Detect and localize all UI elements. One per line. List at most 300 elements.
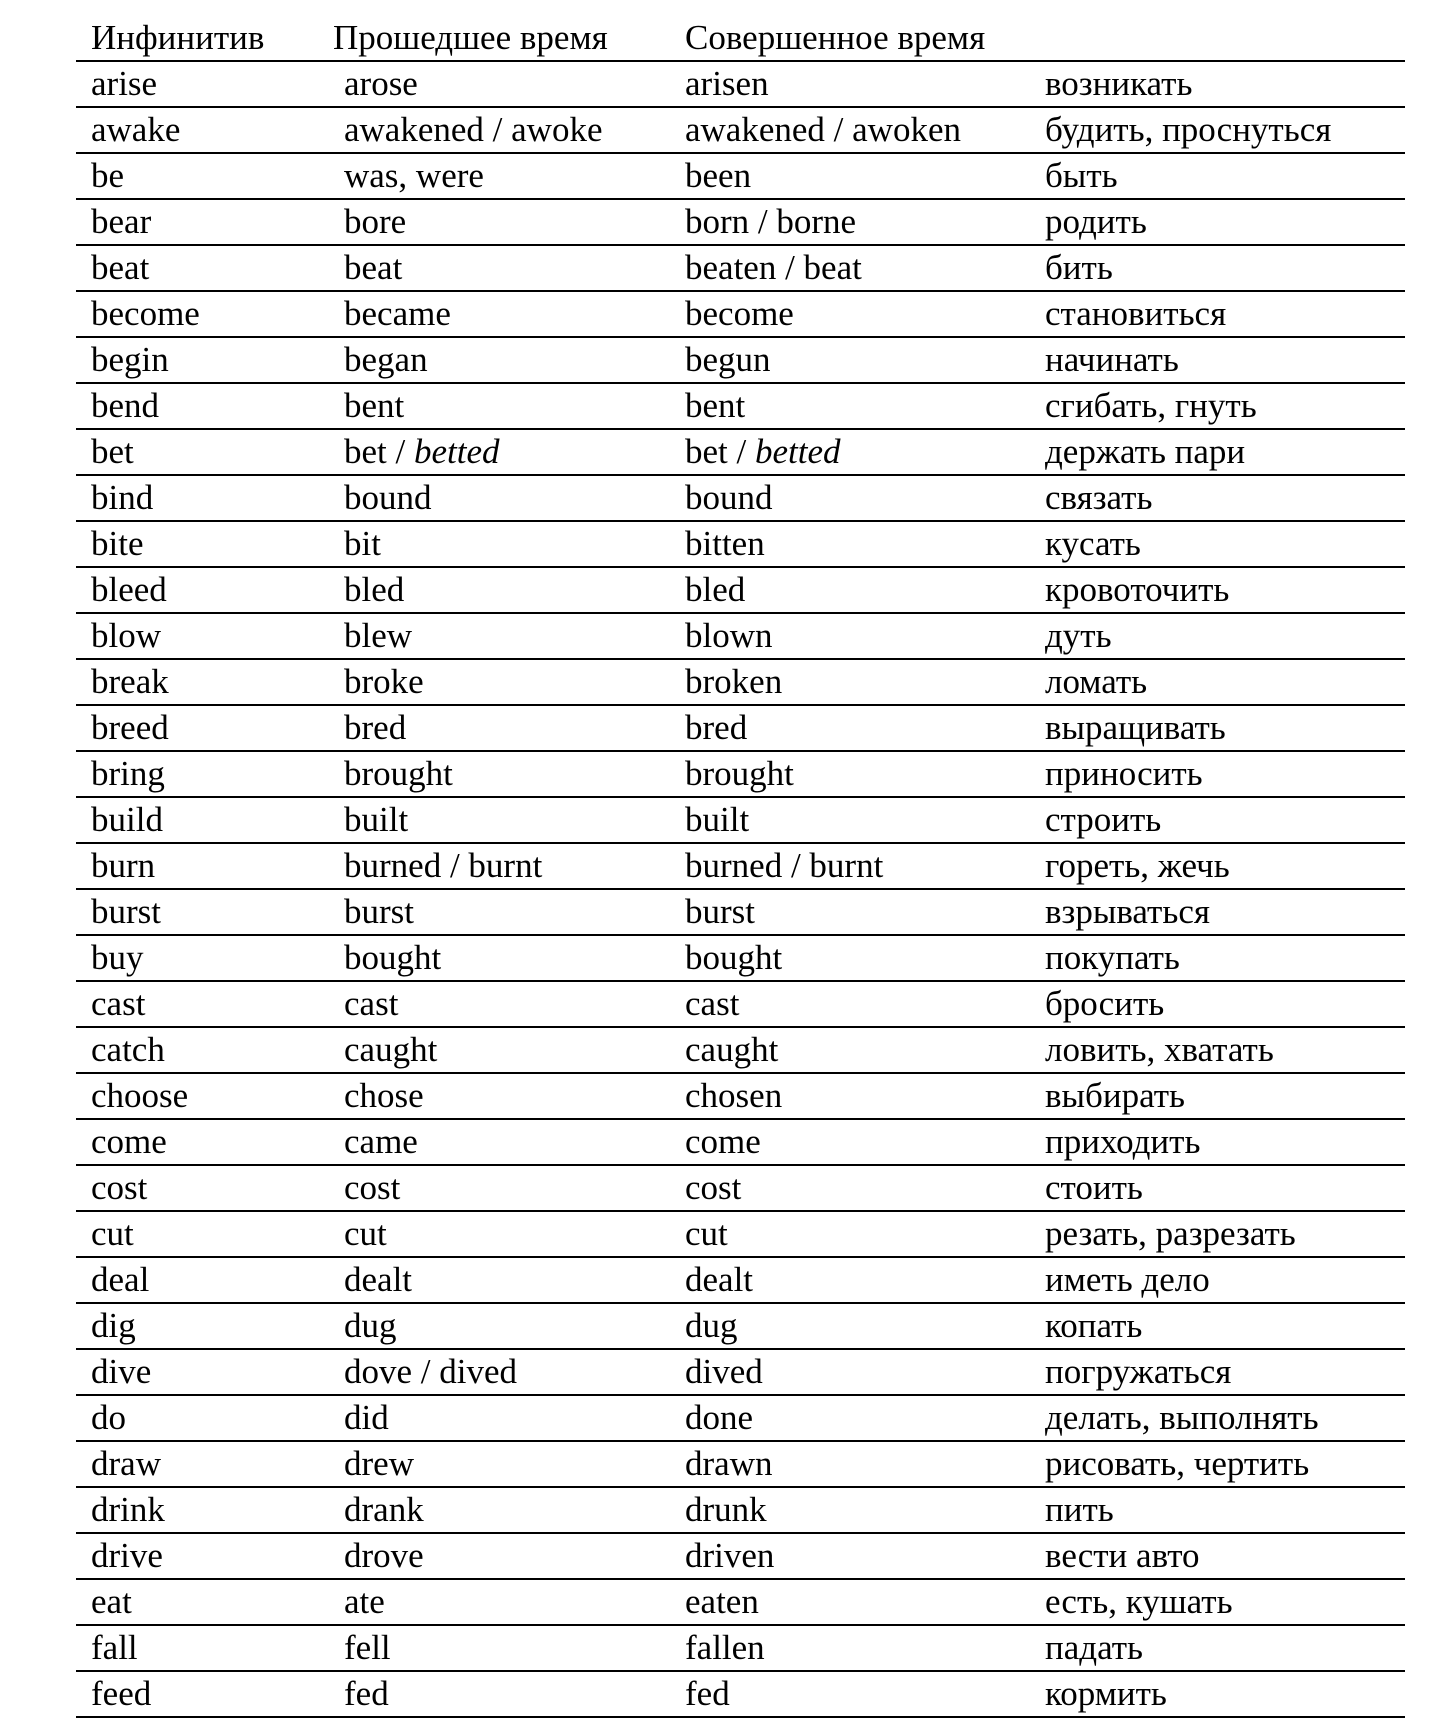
perfect-cell xyxy=(685,938,782,978)
translation-cell xyxy=(1045,64,1192,104)
translation-cell xyxy=(1045,156,1118,196)
infinitive-cell-text: blow xyxy=(91,616,161,655)
infinitive-cell xyxy=(91,340,169,380)
perfect-cell-text: driven xyxy=(685,1536,775,1575)
translation-cell xyxy=(1045,524,1141,564)
perfect-cell xyxy=(685,248,862,288)
past-cell xyxy=(344,110,602,150)
infinitive-cell xyxy=(91,1352,151,1392)
translation-cell xyxy=(1045,1168,1143,1208)
past-cell xyxy=(344,156,484,196)
past-cell-text: awakened / awoke xyxy=(344,110,603,149)
past-cell xyxy=(344,938,441,978)
perfect-cell xyxy=(685,708,747,748)
perfect-cell-text: cut xyxy=(685,1214,728,1253)
translation-cell-text: ломать xyxy=(1045,662,1148,701)
translation-cell-text: пить xyxy=(1045,1490,1114,1529)
perfect-cell-text: bound xyxy=(685,478,773,517)
past-cell-text: cost xyxy=(344,1168,401,1207)
past-cell-text: bled xyxy=(344,570,405,609)
infinitive-cell-text: bring xyxy=(91,754,165,793)
perfect-cell xyxy=(685,570,745,610)
translation-cell-text: выращивать xyxy=(1045,708,1226,747)
past-cell-text: built xyxy=(344,800,409,839)
perfect-cell xyxy=(685,1398,753,1438)
translation-cell xyxy=(1045,432,1245,472)
past-cell-text: arose xyxy=(344,64,418,103)
infinitive-cell-text: catch xyxy=(91,1030,165,1069)
perfect-cell-text: broken xyxy=(685,662,783,701)
translation-cell-text: быть xyxy=(1045,156,1118,195)
past-cell-text: brought xyxy=(344,754,453,793)
translation-cell-text: связать xyxy=(1045,478,1153,517)
infinitive-cell-text: cost xyxy=(91,1168,148,1207)
table-row xyxy=(76,1074,1405,1120)
translation-cell-text: бросить xyxy=(1045,984,1165,1023)
translation-cell-text: держать пари xyxy=(1045,432,1246,471)
translation-cell xyxy=(1045,616,1112,656)
past-cell xyxy=(344,984,398,1024)
perfect-cell xyxy=(685,1628,765,1668)
past-cell xyxy=(344,432,500,472)
perfect-cell-text: bled xyxy=(685,570,746,609)
perfect-cell xyxy=(685,156,751,196)
perfect-cell xyxy=(685,478,773,518)
infinitive-cell xyxy=(91,110,180,150)
translation-cell xyxy=(1045,754,1203,794)
past-cell xyxy=(344,1260,412,1300)
perfect-cell xyxy=(685,202,856,242)
past-cell-text: fed xyxy=(344,1674,389,1713)
translation-cell-text: вести авто xyxy=(1045,1536,1200,1575)
infinitive-cell xyxy=(91,708,169,748)
perfect-cell xyxy=(685,892,755,932)
table-row xyxy=(76,1396,1405,1442)
table-row xyxy=(76,384,1405,430)
perfect-cell-text: bought xyxy=(685,938,783,977)
translation-cell xyxy=(1045,110,1331,150)
past-cell-italic-text: betted xyxy=(413,432,500,471)
table-row xyxy=(76,1488,1405,1534)
infinitive-cell xyxy=(91,754,165,794)
table-row xyxy=(76,1120,1405,1166)
infinitive-cell-text: bleed xyxy=(91,570,167,609)
infinitive-cell xyxy=(91,524,143,564)
perfect-cell-text: drawn xyxy=(685,1444,773,1483)
table-row xyxy=(76,1626,1405,1672)
past-cell-text: drank xyxy=(344,1490,424,1529)
header-perfect: Совершенное время xyxy=(685,18,986,57)
perfect-cell-text: become xyxy=(685,294,794,333)
translation-cell xyxy=(1045,1352,1231,1392)
perfect-cell-text: been xyxy=(685,156,752,195)
perfect-cell-text: beaten / beat xyxy=(685,248,862,287)
past-cell xyxy=(344,1490,424,1530)
infinitive-cell-text: bear xyxy=(91,202,152,241)
infinitive-cell-text: draw xyxy=(91,1444,161,1483)
table-row xyxy=(76,752,1405,798)
translation-cell xyxy=(1045,340,1179,380)
translation-cell-text: бить xyxy=(1045,248,1113,287)
past-cell xyxy=(344,662,424,702)
past-cell-text: cut xyxy=(344,1214,387,1253)
table-row xyxy=(76,982,1405,1028)
past-cell-text: came xyxy=(344,1122,418,1161)
perfect-cell-text: burned / burnt xyxy=(685,846,884,885)
perfect-cell xyxy=(685,1444,772,1484)
perfect-cell xyxy=(685,524,765,564)
table-row xyxy=(76,200,1405,246)
translation-cell xyxy=(1045,1260,1210,1300)
infinitive-cell-text: burn xyxy=(91,846,156,885)
perfect-cell xyxy=(685,1260,753,1300)
past-cell xyxy=(344,708,406,748)
past-cell-text: became xyxy=(344,294,451,333)
infinitive-cell xyxy=(91,386,159,426)
infinitive-cell xyxy=(91,1076,188,1116)
infinitive-cell-text: arise xyxy=(91,64,158,103)
table-row xyxy=(76,568,1405,614)
translation-cell-text: кормить xyxy=(1045,1674,1167,1713)
past-cell xyxy=(344,524,381,564)
infinitive-cell xyxy=(91,1444,161,1484)
perfect-cell-text: awakened / awoken xyxy=(685,110,961,149)
translation-cell-text: резать, разрезать xyxy=(1045,1214,1296,1253)
translation-cell-text: погружаться xyxy=(1045,1352,1232,1391)
infinitive-cell xyxy=(91,662,169,702)
infinitive-cell-text: fall xyxy=(91,1628,138,1667)
translation-cell-text: приходить xyxy=(1045,1122,1201,1161)
infinitive-cell-text: bend xyxy=(91,386,160,425)
past-cell xyxy=(344,754,453,794)
perfect-cell xyxy=(685,1076,782,1116)
past-cell-text: bound xyxy=(344,478,432,517)
infinitive-cell xyxy=(91,248,149,288)
past-cell-text: bet / xyxy=(344,432,414,471)
translation-cell-text: ловить, хватать xyxy=(1045,1030,1274,1069)
past-cell-text: ate xyxy=(344,1582,385,1621)
infinitive-cell xyxy=(91,892,161,932)
infinitive-cell-text: breed xyxy=(91,708,169,747)
past-cell xyxy=(344,1076,424,1116)
table-row xyxy=(76,476,1405,522)
infinitive-cell-text: become xyxy=(91,294,200,333)
infinitive-cell xyxy=(91,156,124,196)
perfect-cell-text: chosen xyxy=(685,1076,783,1115)
past-cell xyxy=(344,1168,400,1208)
perfect-cell-italic-text: betted xyxy=(754,432,841,471)
past-cell xyxy=(344,1628,391,1668)
translation-cell-text: копать xyxy=(1045,1306,1143,1345)
perfect-cell xyxy=(685,800,749,840)
past-cell xyxy=(344,386,404,426)
translation-cell-text: сгибать, гнуть xyxy=(1045,386,1257,425)
perfect-cell xyxy=(685,1214,728,1254)
perfect-cell xyxy=(685,1030,778,1070)
translation-cell-text: дуть xyxy=(1045,616,1112,655)
perfect-cell xyxy=(685,1490,767,1530)
past-cell-text: bore xyxy=(344,202,407,241)
past-cell-text: dealt xyxy=(344,1260,413,1299)
infinitive-cell-text: beat xyxy=(91,248,150,287)
perfect-cell-text: bitten xyxy=(685,524,765,563)
infinitive-cell-text: bind xyxy=(91,478,154,517)
table-row xyxy=(76,1350,1405,1396)
infinitive-cell xyxy=(91,1582,132,1622)
translation-cell-text: есть, кушать xyxy=(1045,1582,1233,1621)
perfect-cell-text: bent xyxy=(685,386,746,425)
table-row xyxy=(76,62,1405,108)
table-row xyxy=(76,1166,1405,1212)
past-cell xyxy=(344,248,402,288)
perfect-cell-text: caught xyxy=(685,1030,779,1069)
infinitive-cell-text: break xyxy=(91,662,169,701)
infinitive-cell xyxy=(91,1030,165,1070)
infinitive-cell xyxy=(91,1628,138,1668)
infinitive-cell-text: come xyxy=(91,1122,167,1161)
translation-cell-text: родить xyxy=(1045,202,1147,241)
past-cell-text: bred xyxy=(344,708,407,747)
infinitive-cell-text: burst xyxy=(91,892,161,931)
translation-cell xyxy=(1045,938,1180,978)
table-row xyxy=(76,154,1405,200)
infinitive-cell-text: feed xyxy=(91,1674,152,1713)
past-cell-text: caught xyxy=(344,1030,438,1069)
past-cell xyxy=(344,1444,414,1484)
table-row xyxy=(76,614,1405,660)
perfect-cell-text: brought xyxy=(685,754,794,793)
translation-cell xyxy=(1045,846,1230,886)
infinitive-cell xyxy=(91,1536,163,1576)
table-row xyxy=(76,1442,1405,1488)
translation-cell-text: становиться xyxy=(1045,294,1227,333)
table-row xyxy=(76,1672,1405,1718)
translation-cell-text: взрываться xyxy=(1045,892,1210,931)
perfect-cell xyxy=(685,1536,774,1576)
past-cell xyxy=(344,1030,437,1070)
past-cell-text: drove xyxy=(344,1536,424,1575)
perfect-cell-text: built xyxy=(685,800,750,839)
translation-cell xyxy=(1045,248,1113,288)
past-cell xyxy=(344,1306,397,1346)
table-header-row xyxy=(76,16,1405,62)
infinitive-cell xyxy=(91,570,167,610)
perfect-cell xyxy=(685,340,771,380)
infinitive-cell xyxy=(91,938,144,978)
infinitive-cell xyxy=(91,478,153,518)
past-cell-text: fell xyxy=(344,1628,391,1667)
perfect-cell xyxy=(685,1582,759,1622)
past-cell xyxy=(344,1352,517,1392)
infinitive-cell xyxy=(91,202,151,242)
infinitive-cell-text: build xyxy=(91,800,163,839)
perfect-cell xyxy=(685,984,739,1024)
perfect-cell xyxy=(685,432,841,472)
perfect-cell-text: arisen xyxy=(685,64,769,103)
translation-cell xyxy=(1045,662,1147,702)
translation-cell xyxy=(1045,1628,1143,1668)
perfect-cell-text: bred xyxy=(685,708,748,747)
perfect-cell xyxy=(685,386,745,426)
perfect-cell xyxy=(685,616,773,656)
translation-cell-text: кусать xyxy=(1045,524,1141,563)
past-cell xyxy=(344,1674,389,1714)
translation-cell xyxy=(1045,1030,1274,1070)
infinitive-cell xyxy=(91,1168,147,1208)
translation-cell xyxy=(1045,294,1226,334)
translation-cell-text: падать xyxy=(1045,1628,1143,1667)
translation-cell-text: будить, проснуться xyxy=(1045,110,1332,149)
past-cell xyxy=(344,1536,424,1576)
perfect-cell-text: dealt xyxy=(685,1260,754,1299)
infinitive-cell-text: begin xyxy=(91,340,169,379)
translation-cell xyxy=(1045,1122,1200,1162)
translation-cell xyxy=(1045,1536,1200,1576)
past-cell xyxy=(344,892,414,932)
past-cell-text: dug xyxy=(344,1306,397,1345)
translation-cell xyxy=(1045,1398,1319,1438)
infinitive-cell xyxy=(91,1398,126,1438)
past-cell xyxy=(344,1398,389,1438)
table-row xyxy=(76,1304,1405,1350)
infinitive-cell-text: do xyxy=(91,1398,126,1437)
infinitive-cell-text: eat xyxy=(91,1582,132,1621)
translation-cell xyxy=(1045,1306,1142,1346)
table-row xyxy=(76,338,1405,384)
perfect-cell-text: done xyxy=(685,1398,754,1437)
translation-cell xyxy=(1045,1582,1233,1622)
past-cell-text: chose xyxy=(344,1076,424,1115)
table-row xyxy=(76,1258,1405,1304)
translation-cell-text: строить xyxy=(1045,800,1162,839)
past-cell xyxy=(344,1582,385,1622)
infinitive-cell-text: cast xyxy=(91,984,146,1023)
past-cell xyxy=(344,478,432,518)
table-row xyxy=(76,1212,1405,1258)
table-row xyxy=(76,522,1405,568)
past-cell-text: bent xyxy=(344,386,405,425)
translation-cell-text: начинать xyxy=(1045,340,1179,379)
perfect-cell xyxy=(685,1122,761,1162)
perfect-cell-text: born / borne xyxy=(685,202,857,241)
perfect-cell xyxy=(685,662,782,702)
past-cell xyxy=(344,616,412,656)
translation-cell-text: гореть, жечь xyxy=(1045,846,1230,885)
translation-cell-text: приносить xyxy=(1045,754,1203,793)
past-cell-text: was, were xyxy=(344,156,484,195)
table-row xyxy=(76,246,1405,292)
translation-cell-text: возникать xyxy=(1045,64,1193,103)
infinitive-cell-text: drive xyxy=(91,1536,163,1575)
perfect-cell-text: dived xyxy=(685,1352,763,1391)
infinitive-cell xyxy=(91,984,145,1024)
past-cell xyxy=(344,570,404,610)
infinitive-cell-text: deal xyxy=(91,1260,150,1299)
perfect-cell-text: cost xyxy=(685,1168,742,1207)
perfect-cell xyxy=(685,1168,741,1208)
translation-cell xyxy=(1045,1214,1296,1254)
translation-cell-text: покупать xyxy=(1045,938,1180,977)
translation-cell xyxy=(1045,1490,1114,1530)
infinitive-cell xyxy=(91,432,134,472)
past-cell xyxy=(344,1214,387,1254)
translation-cell xyxy=(1045,570,1229,610)
perfect-cell xyxy=(685,1352,763,1392)
past-cell xyxy=(344,202,406,242)
table-row xyxy=(76,292,1405,338)
past-cell xyxy=(344,64,418,104)
infinitive-cell-text: cut xyxy=(91,1214,134,1253)
perfect-cell xyxy=(685,1674,730,1714)
table-row xyxy=(76,936,1405,982)
translation-cell xyxy=(1045,202,1147,242)
perfect-cell xyxy=(685,294,794,334)
infinitive-cell-text: bet xyxy=(91,432,134,471)
infinitive-cell xyxy=(91,1214,134,1254)
infinitive-cell xyxy=(91,1122,167,1162)
table-row xyxy=(76,890,1405,936)
past-cell-text: blew xyxy=(344,616,413,655)
infinitive-cell xyxy=(91,64,157,104)
perfect-cell xyxy=(685,1306,738,1346)
past-cell-text: bought xyxy=(344,938,442,977)
past-cell-text: burned / burnt xyxy=(344,846,543,885)
translation-cell-text: иметь дело xyxy=(1045,1260,1210,1299)
header-infinitive: Инфинитив xyxy=(91,18,265,57)
infinitive-cell-text: bite xyxy=(91,524,144,563)
translation-cell xyxy=(1045,708,1226,748)
table-row xyxy=(76,430,1405,476)
table-row xyxy=(76,660,1405,706)
past-cell-text: burst xyxy=(344,892,414,931)
past-cell xyxy=(344,846,542,886)
past-cell xyxy=(344,294,451,334)
infinitive-cell-text: drink xyxy=(91,1490,165,1529)
table-row xyxy=(76,1580,1405,1626)
infinitive-cell xyxy=(91,800,163,840)
perfect-cell-text: burst xyxy=(685,892,755,931)
infinitive-cell xyxy=(91,1306,136,1346)
table-row xyxy=(76,706,1405,752)
header-past: Прошедшее время xyxy=(333,18,608,57)
past-cell-text: dove / dived xyxy=(344,1352,518,1391)
perfect-cell-text: drunk xyxy=(685,1490,767,1529)
translation-cell xyxy=(1045,478,1152,518)
perfect-cell-text: come xyxy=(685,1122,761,1161)
translation-cell xyxy=(1045,386,1257,426)
infinitive-cell xyxy=(91,846,155,886)
infinitive-cell-text: dive xyxy=(91,1352,152,1391)
translation-cell-text: рисовать, чертить xyxy=(1045,1444,1310,1483)
past-cell xyxy=(344,340,428,380)
table-row xyxy=(76,1028,1405,1074)
past-cell-text: cast xyxy=(344,984,399,1023)
perfect-cell-text: blown xyxy=(685,616,773,655)
translation-cell-text: выбирать xyxy=(1045,1076,1185,1115)
translation-cell xyxy=(1045,1076,1185,1116)
perfect-cell-text: fallen xyxy=(685,1628,765,1667)
past-cell-text: bit xyxy=(344,524,381,563)
infinitive-cell-text: buy xyxy=(91,938,144,977)
infinitive-cell-text: be xyxy=(91,156,125,195)
past-cell-text: drew xyxy=(344,1444,414,1483)
past-cell-text: broke xyxy=(344,662,424,701)
translation-cell xyxy=(1045,1674,1167,1714)
perfect-cell xyxy=(685,754,794,794)
infinitive-cell-text: awake xyxy=(91,110,181,149)
infinitive-cell xyxy=(91,616,161,656)
perfect-cell-text: bet / xyxy=(685,432,755,471)
